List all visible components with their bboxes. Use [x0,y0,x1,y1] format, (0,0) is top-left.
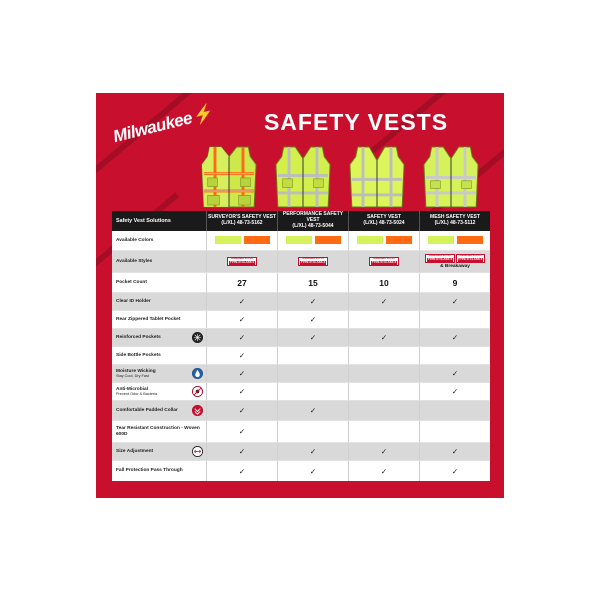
pocket-count-value: 9 [419,273,490,292]
check-mark [348,347,419,364]
check-mark [277,365,348,382]
moisture-wicking-icon [192,368,203,379]
reinforced-fabric-icon [192,332,203,343]
check-mark [419,421,490,442]
color-swatches [277,231,348,250]
check-mark [277,347,348,364]
row-label: Comfortable Padded Collar [112,401,206,420]
check-mark: ✓ [419,329,490,346]
feature-row-moisture-wicking [112,365,490,383]
check-mark: ✓ [206,383,277,400]
orange-swatch [244,236,270,244]
check-mark [419,311,490,328]
check-mark: ✓ [348,443,419,460]
check-mark [348,401,419,420]
safety-vest-image [348,143,406,209]
feature-row-tear-resistant [112,421,490,443]
yellow-swatch [357,236,383,244]
check-mark: ✓ [277,401,348,420]
check-mark: ✓ [419,293,490,310]
ansi-class-badge: ANSI/ISEA 107-15 TYPE R CLASS 2 [369,257,398,266]
yellow-swatch [215,236,241,244]
breakaway-note: & Breakaway [440,264,470,270]
color-swatches [206,231,277,250]
feature-row-rear-zippered-tablet-pocket [112,311,490,329]
product-header-mesh: MESH SAFETY VEST (L/XL) 48-73-5112 [419,211,490,231]
check-mark: ✓ [277,293,348,310]
check-mark [277,383,348,400]
check-mark: ✓ [206,443,277,460]
milwaukee-logo: Milwaukee⚡ [111,102,216,147]
row-label: Side Bottle Pockets [116,352,161,358]
check-mark: ✓ [206,461,277,481]
check-mark: ✓ [277,461,348,481]
orange-swatch [386,236,412,244]
row-label: Pocket Count [116,279,147,285]
ansi-class-badge: ANSI/ISEA 107-15 TYPE R CLASS 2 [425,254,454,263]
check-mark [348,421,419,442]
row-label: Anti-Microbial Prevent Odor & Bacteria [112,383,206,400]
check-mark: ✓ [348,329,419,346]
check-mark: ✓ [419,443,490,460]
check-mark: ✓ [419,365,490,382]
pocket-count-value: 15 [277,273,348,292]
row-label: Reinforced Pockets [112,329,206,346]
check-mark: ✓ [348,461,419,481]
row-label: Moisture Wicking Stay Cool, Dry Fast [112,365,206,382]
padded-collar-icon [192,405,203,416]
page-title: SAFETY VESTS [263,109,449,135]
check-mark: ✓ [206,401,277,420]
mesh-vest-image [422,143,480,209]
row-label: Rear Zippered Tablet Pocket [116,316,181,322]
feature-row-reinforced-pockets [112,329,490,347]
yellow-swatch [286,236,312,244]
check-mark: ✓ [206,293,277,310]
feature-row-side-bottle-pockets [112,347,490,365]
color-swatches [348,231,419,250]
check-mark [348,311,419,328]
orange-swatch [315,236,341,244]
feature-row-size-adjustment [112,443,490,461]
ansi-class-badge: ANSI/ISEA 107-15 TYPE R CLASS 2 [227,257,256,266]
size-adjustment-icon [192,446,203,457]
feature-row-fall-protection [112,461,490,481]
ansi-class-badge: ANSI/ISEA 107-15 TYPE R CLASS 2 [456,254,485,263]
performance-vest-image [274,143,332,209]
check-mark: ✓ [206,421,277,442]
poster [96,93,504,498]
styles-cell [206,251,277,272]
pocket-count-row [112,273,490,293]
check-mark [419,347,490,364]
styles-cell [348,251,419,272]
row-label: Tear Resistant Construction - Woven 600D [116,425,200,437]
ansi-class-badge: ANSI/ISEA 107-15 TYPE R CLASS 2 [298,257,327,266]
check-mark [348,383,419,400]
yellow-swatch [428,236,454,244]
product-header-performance: PERFORMANCE SAFETY VEST (L/XL) 48-73-5044 [277,211,348,231]
check-mark: ✓ [277,329,348,346]
feature-row-padded-collar [112,401,490,421]
table-header-row [112,211,490,231]
check-mark: ✓ [206,347,277,364]
row-label: Size Adjustment [112,443,206,460]
pocket-count-value: 10 [348,273,419,292]
surveyors-vest-image [200,143,258,209]
feature-row-anti-microbial [112,383,490,401]
pocket-count-value: 27 [206,273,277,292]
orange-swatch [457,236,483,244]
check-mark: ✓ [419,383,490,400]
feature-row-clear-id-holder [112,293,490,311]
check-mark [277,421,348,442]
decorative-streak [96,93,199,190]
styles-cell [277,251,348,272]
check-mark: ✓ [277,443,348,460]
check-mark [419,401,490,420]
check-mark: ✓ [206,311,277,328]
row-label: Available Colors [116,237,154,243]
product-header-surveyors: SURVEYOR'S SAFETY VEST (L/XL) 48-73-5162 [206,211,277,231]
row-label: Available Styles [116,258,153,264]
check-mark: ✓ [277,311,348,328]
header-label: Safety Vest Solutions [116,217,171,224]
check-mark: ✓ [348,293,419,310]
color-swatches [419,231,490,250]
check-mark: ✓ [206,365,277,382]
check-mark: ✓ [419,461,490,481]
row-label: Clear ID Holder [116,298,151,304]
available-styles-row [112,251,490,273]
comparison-table [112,211,490,481]
anti-microbial-icon [192,386,203,397]
available-colors-row [112,231,490,251]
check-mark [348,365,419,382]
row-label: Fall Protection Pass Through [116,468,183,474]
check-mark: ✓ [206,329,277,346]
styles-cell [419,251,490,272]
product-header-safety: SAFETY VEST (L/XL) 48-73-5024 [348,211,419,231]
